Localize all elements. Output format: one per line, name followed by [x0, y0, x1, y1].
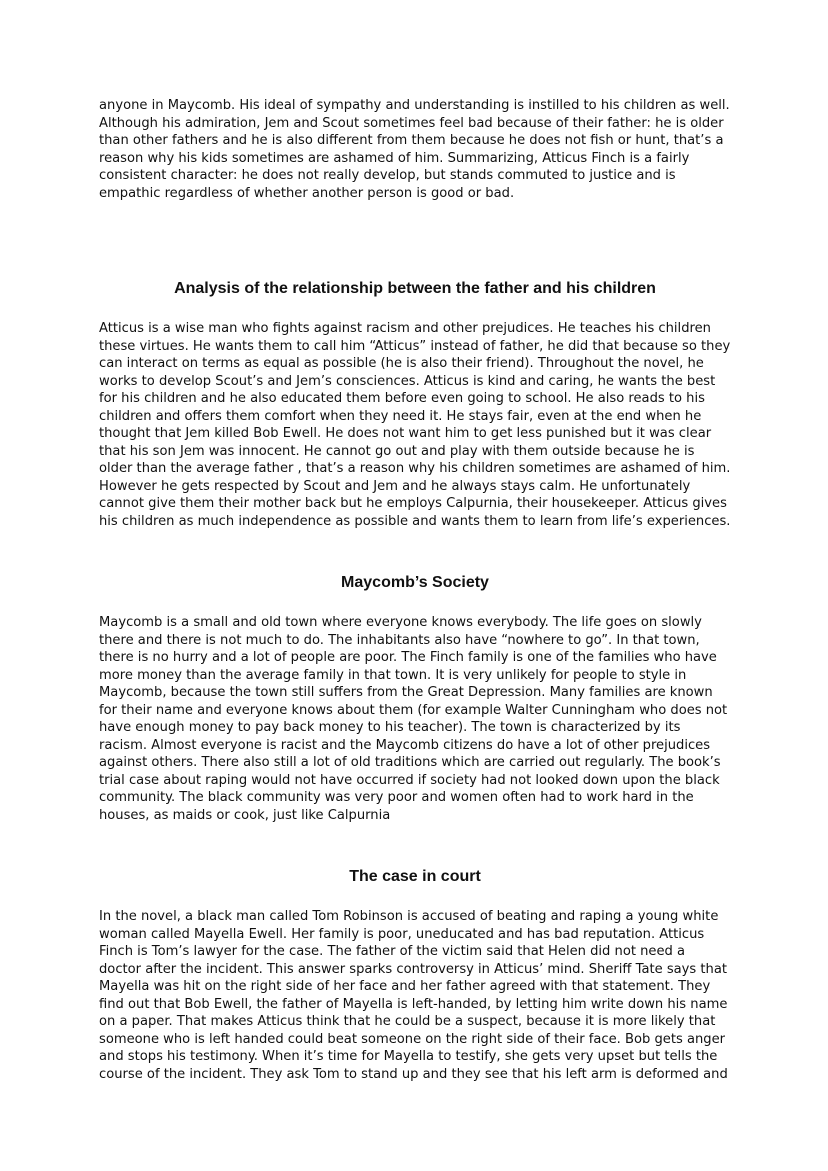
- section-heading-relationship: Analysis of the relationship between the father and his children: [174, 280, 656, 297]
- document-page: [99, 97, 731, 1083]
- section-heading-society: Maycomb’s Society: [341, 574, 489, 591]
- intro-paragraph: anyone in Maycomb. His ideal of sympathy and understanding is instilled to his children as well. Although his admiration, Jem and Scout sometimes feel bad because of their father: he is older than other fathers and he is also different from them because he does not fish or hunt, that’s a reason why his kids sometimes are ashamed of him. Summarizing, Atticus Finch is a fairly consistent character: he does not really develop, but stands commuted to justice and is empathic regardless of whether another person is good or bad.: [99, 98, 730, 201]
- section-spacer: [99, 298, 731, 320]
- section-heading-court: The case in court: [349, 868, 481, 885]
- section-spacer: [99, 202, 731, 280]
- section-paragraph-court: In the novel, a black man called Tom Robinson is accused of beating and raping a young white woman called Mayella Ewell. Her family is poor, uneducated and has bad reputation. Atticus Finch is Tom’s lawyer for the case. The father of the victim said that Helen did not need a doctor after the incident. This answer sparks controversy in Atticus’ mind. Sheriff Tate says that Mayella was hit on the right side of her face and her father agreed with that statement. They find out that Bob Ewell, the father of Mayella is left-handed, by letting him write down his name on a paper. That makes Atticus think that he could be a suspect, because it is more likely that someone who is left handed could beat someone on the right side of their face. Bob gets anger and stops his testimony. When it’s time for Mayella to testify, she gets very upset but tells the course of the incident. They ask Tom to stand up and they see that his left arm is deformed and: [99, 909, 728, 1082]
- section-spacer: [99, 886, 731, 908]
- section-spacer: [99, 592, 731, 614]
- section-paragraph-society: Maycomb is a small and old town where everyone knows everybody. The life goes on slowly there and there is not much to do. The inhabitants also have “nowhere to go”. In that town, there is no hurry and a lot of people are poor. The Finch family is one of the families who have more money than the average family in that town. It is very unlikely for people to style in Maycomb, because the town still suffers from the Great Depression. Many families are known for their name and everyone knows about them (for example Walter Cunningham who does not have enough money to pay back money to his teacher). The town is characterized by its racism. Almost everyone is racist and the Maycomb citizens do have a lot of other prejudices against others. There also still a lot of old traditions which are carried out regularly. The book’s trial case about raping would not have occurred if society had not looked down upon the black community. The black community was very poor and women often had to work hard in the houses, as maids or cook, just like Calpurnia: [99, 615, 728, 823]
- section-spacer: [99, 824, 731, 868]
- section-paragraph-relationship: Atticus is a wise man who fights against racism and other prejudices. He teaches his children these virtues. He wants them to call him “Atticus” instead of father, he did that because so they can interact on terms as equal as possible (he is also their friend). Throughout the novel, he works to develop Scout’s and Jem’s consciences. Atticus is kind and caring, he wants the best for his children and he also educated them before even going to school. He also reads to his children and offers them comfort when they need it. He stays fair, even at the end when he thought that Jem killed Bob Ewell. He does not want him to get less punished but it was clear that his son Jem was innocent. He cannot go out and play with them outside because he is older than the average father , that’s a reason why his children sometimes are ashamed of him. However he gets respected by Scout and Jem and he always stays calm. He unfortunately cannot give them their mother back but he employs Calpurnia, their housekeeper. Atticus gives his children as much independence as possible and wants them to learn from life’s experiences.: [99, 321, 731, 529]
- section-spacer: [99, 530, 731, 574]
